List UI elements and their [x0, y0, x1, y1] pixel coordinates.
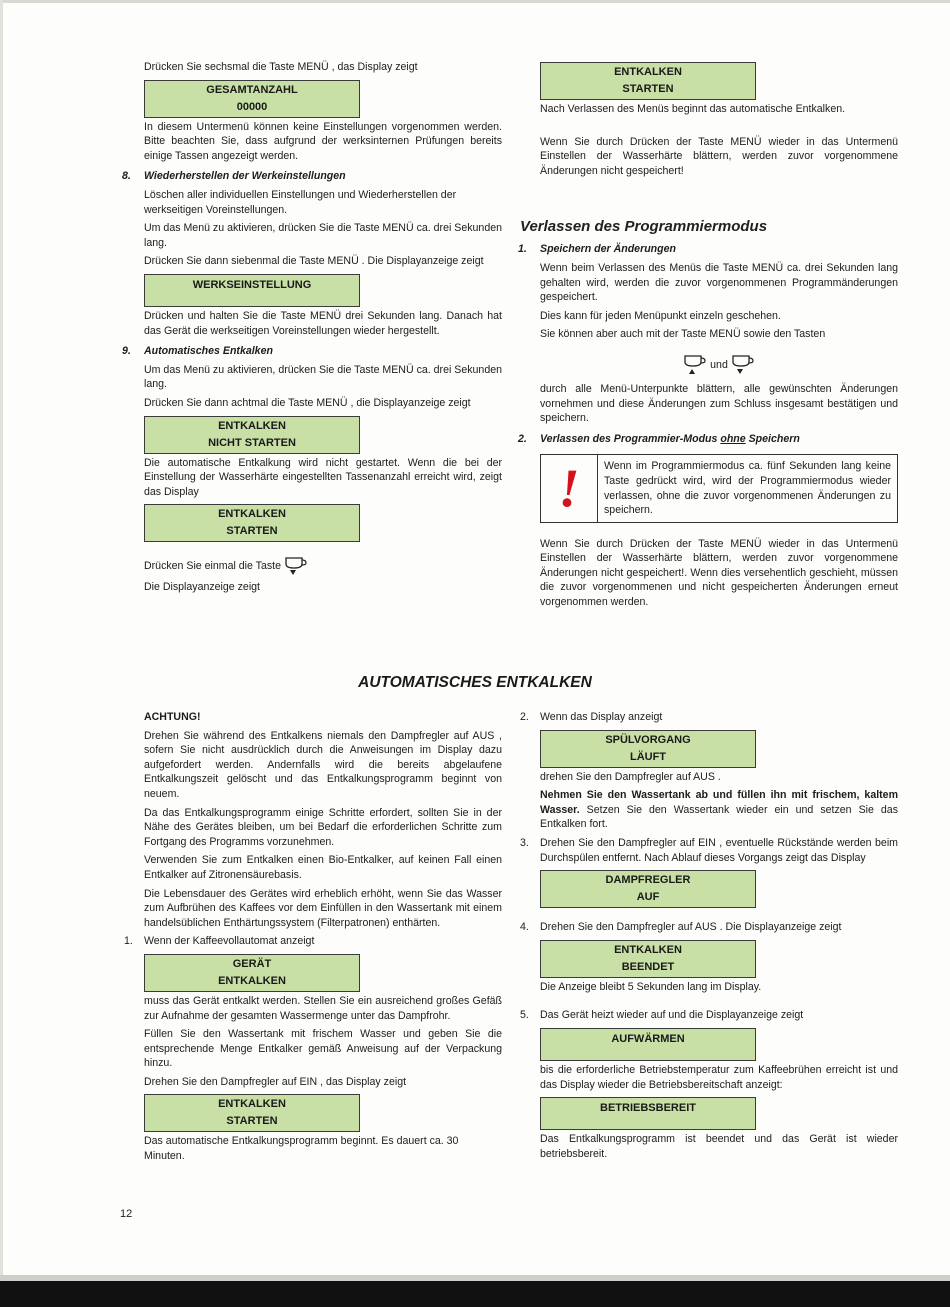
lcd-line: BEENDET [621, 960, 675, 973]
lcd-line: 00000 [236, 100, 268, 113]
paragraph-bis: bis die erforderliche Betriebstemperatur zum Kaffeebrühen erreicht ist und das Display wieder die Betriebsbereitschaft anzeigt: [540, 1063, 898, 1091]
heading-text: Automatisches Entkalken [144, 345, 273, 358]
page-number: 12 [120, 1208, 133, 1220]
heading-verlassen: Verlassen des Programmiermodus [520, 218, 768, 236]
heading-text-a: Verlassen des Programmier-Modus [540, 432, 721, 445]
lcd-line: NICHT STARTEN [208, 436, 296, 449]
heading-number: 2. [518, 432, 527, 445]
step-text: Drehen Sie den Dampfregler auf EIN , eventuelle Rückstände werden beim Durchspülen entfernt. Nach Ablauf dieses Vorgangs zeigt das Display [540, 836, 898, 864]
heading-text: Wiederherstellen der Werkeinstellungen [144, 170, 346, 183]
lcd-line: ENTKALKEN [614, 943, 682, 956]
left-column-bottom [124, 710, 502, 1168]
heading-number: 9. [122, 345, 131, 358]
lcd-line: STARTEN [226, 1115, 278, 1128]
step-number: 3. [520, 836, 529, 849]
paragraph-nach-verlassen: Nach Verlassen des Menüs beginnt das automatische Entkalken. [540, 103, 846, 115]
paragraph-aktivieren-9: Um das Menü zu aktivieren, drücken Sie die Taste MENÜ ca. drei Sekunden lang. [144, 363, 502, 391]
paragraph-display-zeigt: Die Displayanzeige zeigt [144, 581, 261, 594]
right-bottom-inner [520, 710, 898, 1161]
paragraph-siebenmal: Drücken Sie dann siebenmal die Taste MENÜ . Die Displayanzeige zeigt [144, 255, 484, 268]
paragraph-aktivieren-8: Um das Menü zu aktivieren, drücken Sie die Taste MENÜ ca. drei Sekunden lang. [144, 222, 502, 249]
paragraph-wenn-menu: Wenn Sie durch Drücken der Taste MENÜ wieder in das Untermenü Einstellen der Wasserhärte blättern, werden zuvor vorgenommene Änderungen nicht gespeichert! [540, 135, 898, 177]
heading-text-b: Speichern [745, 432, 800, 445]
step-number: 4. [520, 921, 529, 934]
lcd-display-werkseinstellung [144, 274, 360, 307]
paragraph-achtmal: Drücken Sie dann achtmal die Taste MENÜ , die Displayanzeige zeigt [144, 396, 471, 409]
paragraph-loeschen: Löschen aller individuellen Einstellungen und Wiederherstellen der werkseitigen Voreinstellungen. [144, 188, 457, 216]
right-column-top [518, 62, 898, 614]
heading-ohne-speichern [518, 432, 898, 447]
lcd-display-geraet-entkalken [144, 954, 360, 992]
paragraph-blaettern: durch alle Menü-Unterpunkte blättern, alle gewünschten Änderungen vornehmen und diese Änderungen zum Schluss insgesamt bestätigen und speichern. [540, 382, 898, 425]
lcd-line: LÄUFT [629, 750, 667, 763]
warning-text: Wenn im Programmiermodus ca. fünf Sekunden lang keine Taste gedrückt wird, wird der Programmiermodus wieder verlassen, ohne die zuvor vorgenommenen Änderungen zu speichern. [604, 460, 891, 517]
lcd-display-entkalken-beendet [540, 940, 756, 978]
step-4 [520, 920, 898, 935]
paragraph-fuellen: Füllen Sie den Wassertank mit frischem Wasser und geben Sie die entsprechende Menge Entkalker gemäß Anweisung auf der Verpackung hinzu. [144, 1028, 502, 1070]
paragraph-nehmen [540, 788, 898, 832]
lcd-display-betriebsbereit [540, 1097, 756, 1130]
lcd-line: ENTKALKEN [218, 974, 286, 987]
lcd-line: ENTKALKEN [218, 508, 286, 521]
warning-icon: ! [541, 455, 598, 521]
paragraph-beendet: Das Entkalkungsprogramm ist beendet und das Gerät ist wieder betriebsbereit. [540, 1133, 898, 1160]
lcd-line: AUFWÄRMEN [611, 1032, 685, 1045]
cup-down-icon [731, 354, 755, 376]
step-text: Das Gerät heizt wieder auf und die Displayanzeige zeigt [540, 1009, 804, 1022]
lcd-line: ENTKALKEN [218, 1098, 286, 1111]
paragraph-schritte: Da das Entkalkungsprogramm einige Schritte erfordert, sollten Sie in der Nähe des Gerätes bleiben, um bei Bedarf die erforderlichen Schritte zum Fortgang des Programms vorzunehmen. [144, 806, 502, 848]
lcd-display-gesamtanzahl [144, 80, 360, 118]
paragraph-5-sekunden: Die Anzeige bleibt 5 Sekunden lang im Display. [540, 980, 762, 993]
lcd-display-starten [144, 504, 360, 542]
step-number: 1. [124, 935, 133, 948]
paragraph-einmal-text: Drücken Sie einmal die Taste [144, 560, 282, 573]
left-column-top [122, 60, 502, 599]
paragraph-ein: Drehen Sie den Dampfregler auf EIN , das Display zeigt [144, 1075, 407, 1088]
page-edge-bottom [0, 1281, 950, 1307]
page-edge-left [0, 0, 3, 1307]
paragraph-speichern: Wenn beim Verlassen des Menüs die Taste MENÜ ca. drei Sekunden lang gehalten wird, werden die zuvor vorgenommenen Programmänderungen gespeichert. [540, 261, 898, 304]
lcd-line: STARTEN [226, 525, 278, 538]
heading-8 [122, 169, 502, 184]
lcd-line: DAMPFREGLER [605, 874, 691, 887]
paragraph-menu-six-times: Drücken Sie sechsmal die Taste MENÜ , das Display zeigt [144, 61, 418, 73]
lcd-line: GERÄT [232, 957, 272, 970]
page-edge-top [0, 0, 950, 3]
lcd-line: STARTEN [622, 83, 674, 95]
paragraph-lebensdauer: Die Lebensdauer des Gerätes wird erheblich erhöht, wenn Sie das Wasser zum Aufbrühen des Kaffees vor dem Einfüllen in den Wassertank mit einem handelsüblichen Enthärtungssystem (Filterpatronen) enthärten. [144, 887, 502, 929]
lcd-display-aufwaermen [540, 1028, 756, 1061]
paragraph-bio: Verwenden Sie zum Entkalken einen Bio-Entkalker, auf keinen Fall einen Entkalker auf Zitronensäurebasis. [144, 854, 502, 881]
warning-box [540, 454, 898, 522]
lcd-display-starten [144, 1094, 360, 1132]
paragraph-niemals: Drehen Sie während des Entkalkens niemals den Dampfregler auf AUS , sofern Sie nicht ausdrücklich durch die Anweisungen im Display dazu aufgefordert werden. Andernfalls wird die bereits abgelaufene Entkalkungszeit gelöscht und das Entkalkungsprogramm beginnt von neuem. [144, 729, 502, 800]
paragraph-versehentlich: Wenn Sie durch Drücken der Taste MENÜ wieder in das Untermenü Einstellen der Wasserhärte blättern, werden zuvor vorgenommene Änderungen nicht gespeichert!. Wenn dies versehentlich geschieht, müssen die zuvor vorgenommenen und nicht gespeicherten Änderungen erneut vorgenommen werden. [540, 537, 898, 609]
paragraph-einmal [144, 556, 502, 576]
lcd-line: AUF [636, 891, 660, 904]
heading-text: Speichern der Änderungen [540, 243, 676, 256]
section-title: AUTOMATISCHES ENTKALKEN [358, 674, 592, 691]
right-column-bottom [520, 710, 898, 1165]
paragraph-nehmen-rest: Setzen Sie den Wassertank wieder ein und setzen Sie das Entkalken fort. [540, 803, 898, 831]
step-text: Wenn das Display anzeigt [540, 711, 663, 723]
step-text: Drehen Sie den Dampfregler auf AUS . Die Displayanzeige zeigt [540, 921, 842, 934]
lcd-line: WERKSEINSTELLUNG [192, 278, 312, 291]
paragraph-tasten: Sie können aber auch mit der Taste MENÜ sowie den Tasten [540, 328, 826, 341]
step-3 [520, 836, 898, 865]
paragraph-aus: drehen Sie den Dampfregler auf AUS . [540, 770, 721, 783]
lcd-line: SPÜLVORGANG [605, 733, 691, 746]
lcd-line: GESAMTANZAHL [206, 83, 298, 96]
step-number: 5. [520, 1009, 529, 1022]
paragraph-beginnt: Das automatische Entkalkungsprogramm beginnt. Es dauert ca. 30 Minuten. [144, 1135, 459, 1163]
cup-buttons-row [540, 354, 898, 376]
lcd-display-nicht-starten [144, 416, 360, 454]
heading-speichern [518, 242, 898, 257]
paragraph-entkalkt: muss das Gerät entkalkt werden. Stellen Sie ein ausreichend großes Gefäß zur Aufnahme der gesamten Wassermenge unter das Dampfrohr. [144, 994, 502, 1022]
lcd-display-spuelvorgang [540, 730, 756, 768]
paragraph-nicht-gestartet: Die automatische Entkalkung wird nicht gestartet. Wenn die bei der Einstellung der Wasserhärte eingestellten Tassenanzahl erreicht wird, zeigt das Display [144, 456, 502, 498]
cup-down-icon [284, 556, 308, 576]
paragraph-untermenu: In diesem Untermenü können keine Einstellungen vorgenommen werden. Bitte beachten Sie, dass aufgrund der werksinternen Prüfungen bereits einige Tassen angezeigt werden. [144, 120, 502, 162]
paragraph-einzeln: Dies kann für jeden Menüpunkt einzeln geschehen. [540, 309, 781, 322]
lcd-line: BETRIEBSBEREIT [600, 1102, 696, 1115]
step-2 [520, 710, 898, 725]
lcd-line: ENTKALKEN [614, 66, 682, 78]
paragraph-nehmen-bold: Nehmen Sie den Wassertank ab und füllen ihn mit frischem, kaltem Wasser. [540, 789, 898, 816]
heading-number: 1. [518, 243, 527, 256]
und-label: und [710, 358, 728, 371]
achtung-label: ACHTUNG! [144, 711, 201, 723]
heading-9 [122, 344, 502, 359]
step-1 [124, 934, 502, 949]
lcd-display-starten [540, 62, 756, 100]
step-number: 2. [520, 711, 529, 723]
lcd-line: ENTKALKEN [218, 419, 286, 432]
paragraph-halten: Drücken und halten Sie die Taste MENÜ drei Sekunden lang. Danach hat das Gerät die werkseitigen Voreinstellungen wieder hergestellt. [144, 309, 502, 337]
cup-up-icon [683, 354, 707, 376]
lcd-display-dampfregler-auf [540, 870, 756, 908]
heading-number: 8. [122, 170, 131, 183]
step-text: Wenn der Kaffeevollautomat anzeigt [144, 935, 315, 948]
step-5 [520, 1008, 898, 1023]
heading-text-underlined: ohne [720, 432, 746, 445]
